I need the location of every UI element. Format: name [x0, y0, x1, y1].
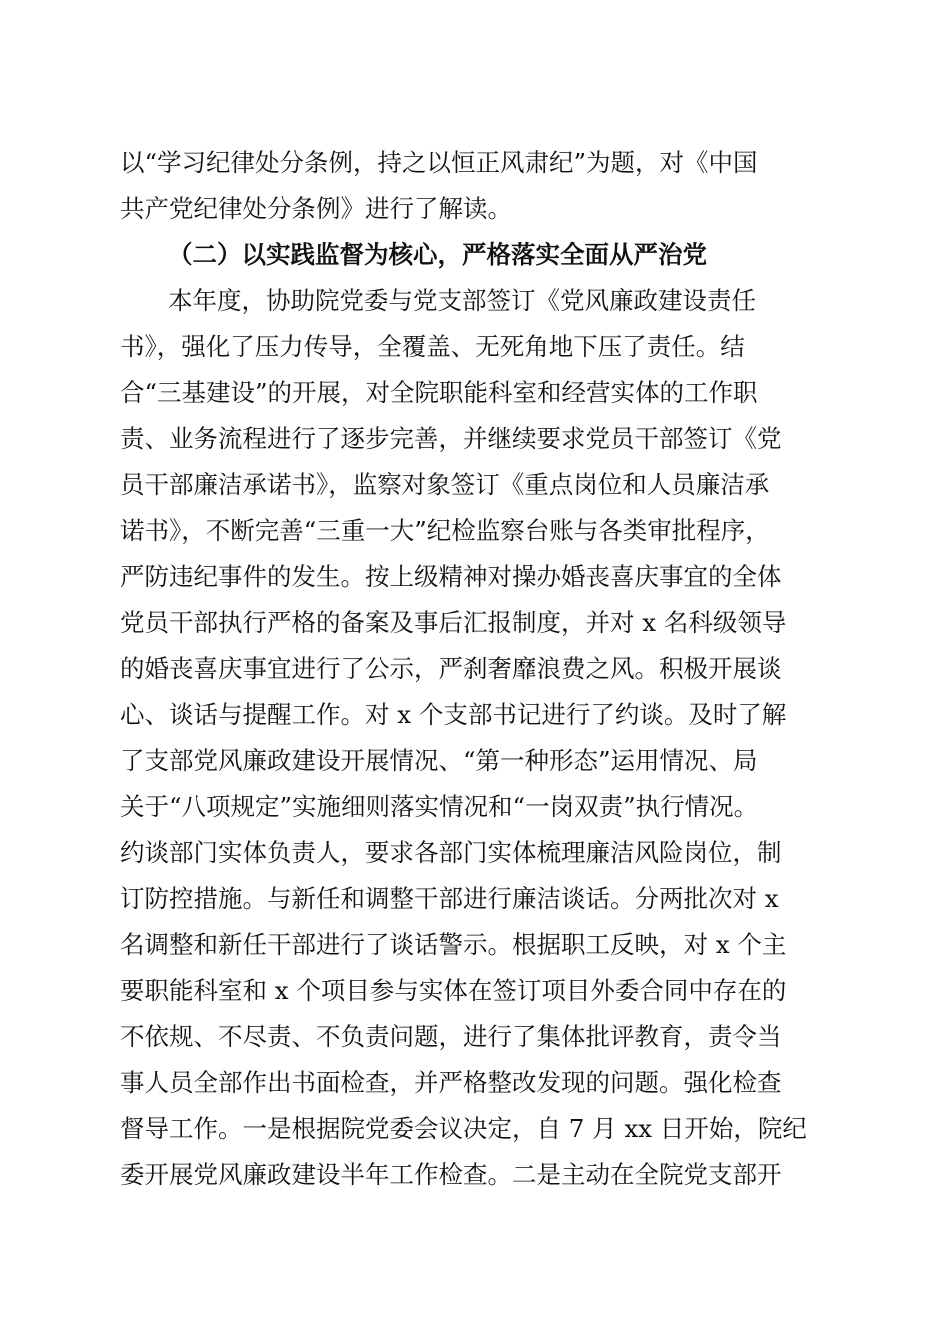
paragraph-line: 不依规、不尽责、不负责问题，进行了集体批评教育，责令当: [120, 1022, 782, 1051]
paragraph-line: 严防违纪事件的发生。按上级精神对操办婚丧喜庆事宜的全体: [120, 562, 782, 591]
paragraph-line: 党员干部执行严格的备案及事后汇报制度，并对 x 名科级领导: [120, 608, 787, 637]
paragraph-line: 委开展党风廉政建设半年工作检查。二是主动在全院党支部开: [120, 1160, 782, 1189]
paragraph-line: 约谈部门实体负责人，要求各部门实体梳理廉洁风险岗位，制: [120, 838, 782, 867]
paragraph-line: 诺书》，不断完善“三重一大”纪检监察台账与各类审批程序，: [120, 516, 770, 545]
paragraph-line: 督导工作。一是根据院党委会议决定，自 7 月 xx 日开始，院纪: [120, 1114, 807, 1143]
section-heading: （二）以实践监督为核心，严格落实全面从严治党: [168, 240, 707, 269]
paragraph-line: 事人员全部作出书面检查，并严格整改发现的问题。强化检查: [120, 1068, 782, 1097]
paragraph-line: 的婚丧喜庆事宜进行了公示，严刹奢靡浪费之风。积极开展谈: [120, 654, 782, 683]
paragraph-line: 合“三基建设”的开展，对全院职能科室和经营实体的工作职: [120, 378, 758, 407]
paragraph-line: 共产党纪律处分条例》进行了解读。: [120, 194, 512, 223]
paragraph-line: 本年度，协助院党委与党支部签订《党风廉政建设责任: [168, 286, 756, 315]
paragraph-line: 订防控措施。与新任和调整干部进行廉洁谈话。分两批次对 x: [120, 884, 779, 913]
paragraph-line: 员干部廉洁承诺书》，监察对象签订《重点岗位和人员廉洁承: [120, 470, 770, 499]
paragraph-line: 以“学习纪律处分条例，持之以恒正风肃纪”为题，对《中国: [120, 148, 758, 177]
paragraph-line: 责、业务流程进行了逐步完善，并继续要求党员干部签订《党: [120, 424, 782, 453]
paragraph-line: 心、谈话与提醒工作。对 x 个支部书记进行了约谈。及时了解: [120, 700, 787, 729]
paragraph-line: 名调整和新任干部进行了谈话警示。根据职工反映，对 x 个主: [120, 930, 787, 959]
paragraph-line: 关于“八项规定”实施细则落实情况和“一岗双责”执行情况。: [120, 792, 759, 821]
paragraph-line: 了支部党风廉政建设开展情况、“第一种形态”运用情况、局: [120, 746, 758, 775]
paragraph-line: 书》，强化了压力传导，全覆盖、无死角地下压了责任。结: [120, 332, 745, 361]
paragraph-line: 要职能科室和 x 个项目参与实体在签订项目外委合同中存在的: [120, 976, 787, 1005]
